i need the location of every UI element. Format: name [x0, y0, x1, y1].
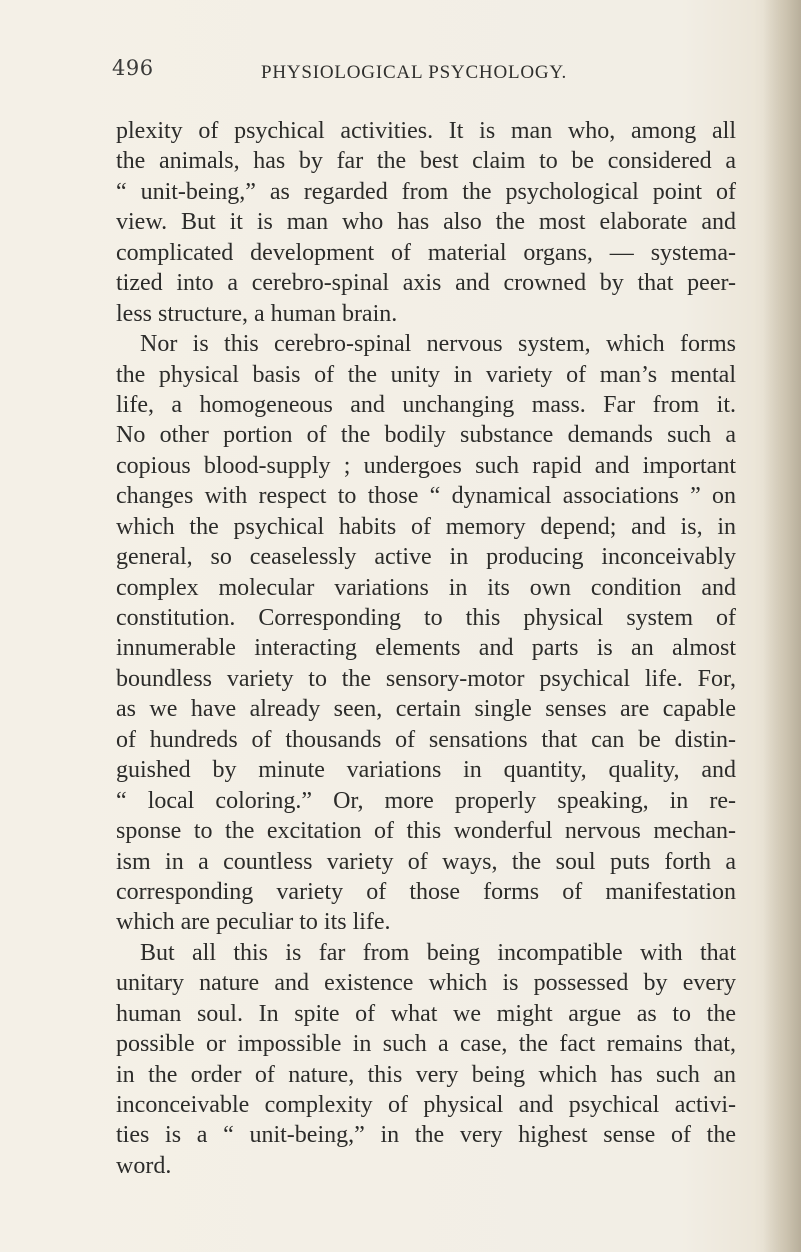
text-line: less structure, a human brain.	[116, 300, 398, 327]
text-line: corresponding variety of those forms of manifestation	[116, 878, 736, 905]
text-line: constitution. Corresponding to this physical system of	[116, 605, 736, 631]
text-line: inconceivable complexity of physical and psychical activi-	[116, 1092, 736, 1118]
text-line: innumerable interacting elements and parts is an almost	[116, 635, 736, 662]
text-line: word.	[116, 1152, 172, 1179]
text-line: tized into a cerebro-spinal axis and crowned by that peer-	[116, 270, 736, 297]
text-line: human soul. In spite of what we might argue as to the	[116, 1000, 736, 1027]
paragraph-3	[116, 938, 736, 1182]
text-line: But all this is far from being incompatible with that	[140, 939, 736, 966]
text-line: “ local coloring.” Or, more properly speaking, in re-	[116, 787, 736, 814]
text-line: plexity of psychical activities. It is man who, among all	[116, 118, 736, 144]
paragraph-2	[116, 329, 736, 938]
text-line: the animals, has by far the best claim to be considered a	[116, 148, 736, 175]
text-line: view. But it is man who has also the most elaborate and	[116, 209, 736, 236]
text-line: No other portion of the bodily substance demands such a	[116, 422, 736, 449]
text-line: changes with respect to those “ dynamical associations ” on	[116, 483, 736, 510]
text-line: unitary nature and existence which is possessed by every	[116, 970, 736, 997]
text-line: the physical basis of the unity in variety of man’s mental	[116, 361, 736, 388]
text-line: general, so ceaselessly active in producing inconceivably	[116, 544, 736, 571]
text-line: possible or impossible in such a case, the fact remains that,	[116, 1031, 736, 1058]
text-line: which the psychical habits of memory depend; and is, in	[116, 513, 736, 540]
text-line: which are peculiar to its life.	[116, 909, 391, 936]
text-line: complicated development of material organs, — systema-	[116, 239, 736, 266]
text-line: “ unit-being,” as regarded from the psychological point of	[116, 178, 736, 205]
text-line: guished by minute variations in quantity, quality, and	[116, 757, 736, 784]
text-line: boundless variety to the sensory-motor psychical life. For,	[116, 665, 736, 692]
body-text	[116, 116, 736, 1181]
text-line: complex molecular variations in its own condition and	[116, 574, 736, 601]
page-edge-shadow	[763, 0, 801, 1252]
text-line: life, a homogeneous and unchanging mass. Far from it.	[116, 391, 736, 418]
text-line: ism in a countless variety of ways, the soul puts forth a	[116, 848, 736, 875]
text-line: Nor is this cerebro-spinal nervous system, which forms	[140, 331, 736, 358]
paragraph-1	[116, 116, 736, 329]
text-line: ties is a “ unit-being,” in the very highest sense of the	[116, 1122, 736, 1149]
text-line: in the order of nature, this very being which has such an	[116, 1061, 736, 1088]
text-line: of hundreds of thousands of sensations that can be distin-	[116, 726, 736, 753]
running-head: PHYSIOLOGICAL PSYCHOLOGY.	[260, 62, 568, 83]
text-line: sponse to the excitation of this wonderful nervous mechan-	[116, 818, 736, 845]
text-line: copious blood-supply ; undergoes such rapid and important	[116, 452, 736, 479]
page-header	[0, 56, 801, 96]
text-line: as we have already seen, certain single senses are capable	[116, 696, 736, 723]
page-number: 496	[112, 56, 154, 80]
